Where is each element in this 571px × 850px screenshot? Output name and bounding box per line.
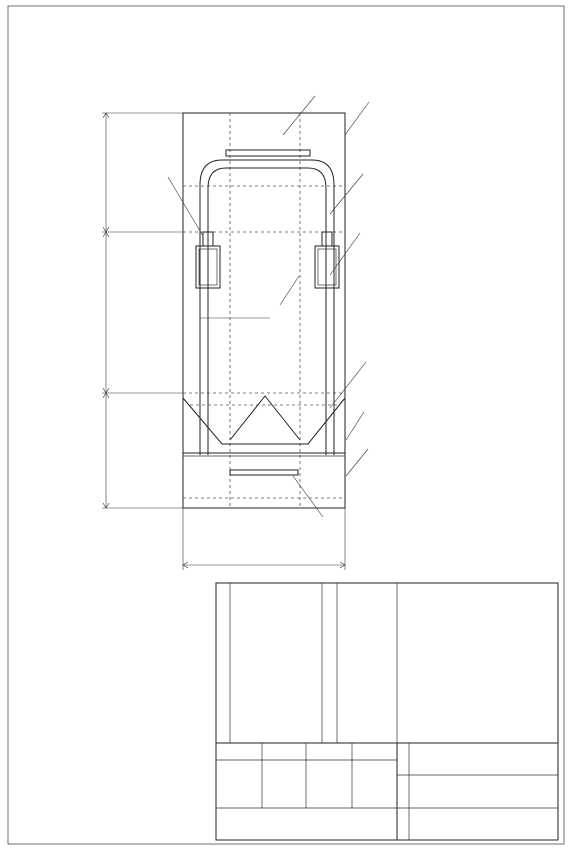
callout-leaders [168,96,369,517]
inlet-tie-tape [226,150,310,156]
outlet-tie-tape [230,470,298,475]
lifting-belt-inner [208,168,326,455]
parts-table [216,583,558,743]
bag-drawing [183,113,345,508]
hook-right [322,232,332,246]
dimension-lines [102,113,345,570]
lifting-belt-outer [200,160,334,455]
